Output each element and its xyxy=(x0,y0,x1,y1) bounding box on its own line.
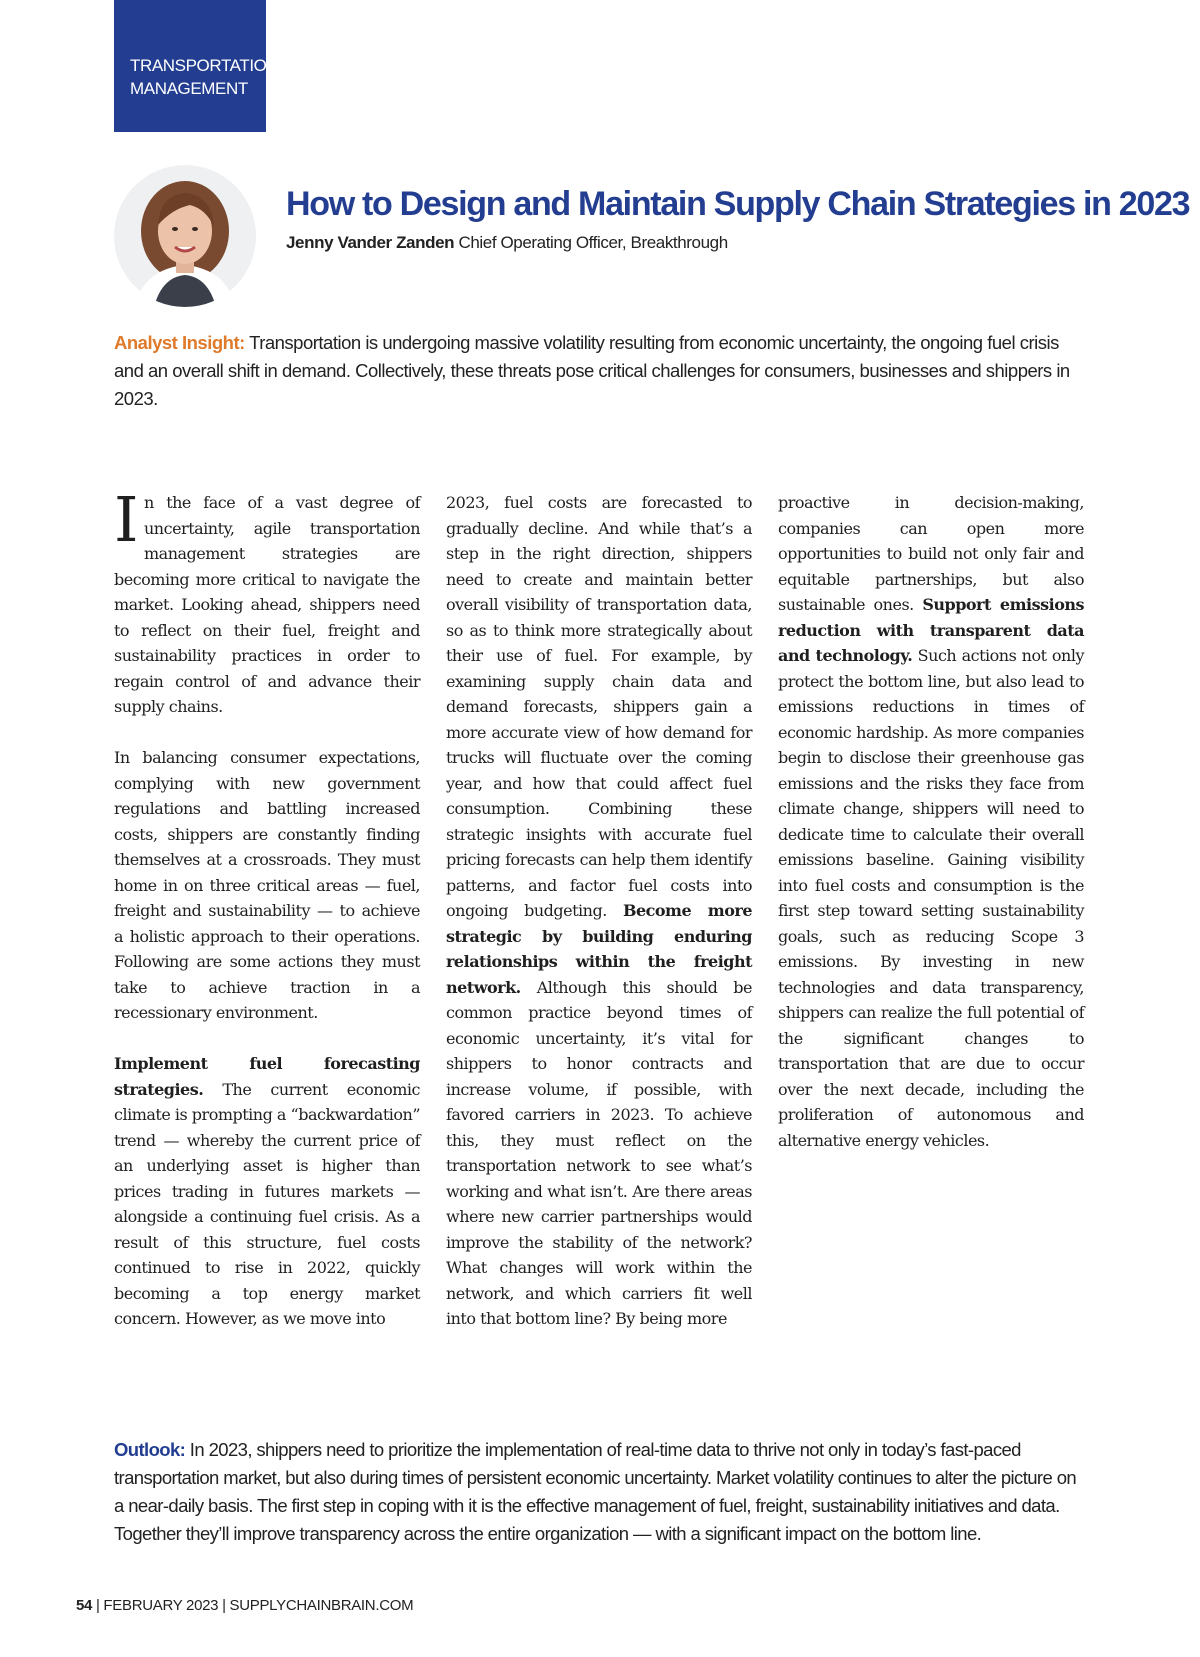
subhead-fuel-forecasting: Implement fuel forecasting strategies. xyxy=(114,1054,420,1099)
outlook xyxy=(114,1436,1086,1548)
section-label-line1: TRANSPORTATION xyxy=(130,56,279,75)
body-paragraph-4-text: Although this should be common practice beyond times of economic uncertainty, it’s vital for shippers to honor contracts and increase volume, if possible, with favored carriers in 2023. To achieve this, they must reflect on the transportation network to see what’s working and what isn’t. Are there areas where new carrier partnerships would improve the stability of the network? What changes will work within the network, and which carriers fit well into that bottom line? By being more xyxy=(446,977,752,1328)
body-paragraph-1-text: n the face of a vast degree of uncertainty, agile transportation management strategies are becoming more critical to navigate the market. Looking ahead, shippers need to reflect on their fuel, freight and sustainability practices in order to regain control of and advance their supply chains. xyxy=(114,493,420,716)
outlook-label: Outlook: xyxy=(114,1439,186,1460)
body-paragraph-4 xyxy=(446,490,752,1332)
drop-cap: I xyxy=(114,483,138,556)
body-continuation: proactive in decision-making, companies can open more opportunities to build not only fair and equitable partnerships, but also sustainable ones. xyxy=(778,493,1084,614)
outlook-text: In 2023, shippers need to prioritize the implementation of real-time data to thrive not only in today’s fast-paced transportation market, but also during times of persistent economic uncertainty. Market volatility continues to alter the picture on a near-daily basis. The first step in coping with it is the effective management of fuel, freight, sustainability initiatives and data. Together they’ll improve transparency across the entire organization — with a significant impact on the bottom line. xyxy=(114,1439,1077,1544)
page-footer xyxy=(76,1596,413,1616)
subhead-emissions-reduction: Support emissions reduction with transparent data and technology. xyxy=(778,595,1085,665)
subhead-freight-relationships: Become more strategic by building enduring relationships within the freight network. xyxy=(446,901,752,997)
body-paragraph-1 xyxy=(114,483,420,720)
body-paragraph-3-text: The current economic climate is prompting a “backwardation” trend — whereby the current price of an underlying asset is higher than prices trading in futures markets — alongside a continuing fuel crisis. As a result of this structure, fuel costs continued to rise in 2022, quickly becoming a top energy market concern. However, as we move into xyxy=(114,1079,420,1328)
body-paragraph-5-text: Such actions not only protect the bottom line, but also lead to emissions reductions in times of economic hardship. As more companies begin to disclose their greenhouse gas emissions and the risks they face from climate change, shippers will need to dedicate time to calculate their overall emissions baseline. Gaining visibility into fuel costs and consumption is the first step toward setting sustainability goals, such as reducing Scope 3 emissions. By investing in new technologies and data transparency, shippers can realize the full potential of the significant changes to transportation that are due to occur over the next decade, including the proliferation of autonomous and alternative energy vehicles. xyxy=(778,646,1084,1150)
article-column-1 xyxy=(114,483,420,1332)
article-title: How to Design and Maintain Supply Chain Strategies in 2023 xyxy=(286,185,1190,223)
article-column-3 xyxy=(778,490,1084,1153)
section-tab xyxy=(114,0,279,132)
page-number: 54 xyxy=(76,1597,93,1614)
analyst-insight-label: Analyst Insight: xyxy=(114,332,245,353)
body-continuation: 2023, fuel costs are forecasted to gradually decline. And while that’s a step in the right direction, shippers need to create and maintain better overall visibility of transportation data, so as to think more strategically about their use of fuel. For example, by examining supply chain data and demand forecasts, shippers gain a more accurate view of how demand for trucks will fluctuate over the coming year, and how that could affect fuel consumption. Combining these strategic insights with accurate fuel pricing forecasts can help them identify patterns, and factor fuel costs into ongoing budgeting. xyxy=(446,493,752,920)
byline xyxy=(286,232,728,254)
article-column-2 xyxy=(446,490,752,1332)
author-portrait xyxy=(114,165,256,307)
author-title: Chief Operating Officer, Breakthrough xyxy=(458,233,728,252)
analyst-insight xyxy=(114,329,1086,413)
body-paragraph-5 xyxy=(778,490,1084,1153)
author-name: Jenny Vander Zanden xyxy=(286,233,455,252)
body-paragraph-3 xyxy=(114,1051,420,1332)
section-label-line2: MANAGEMENT xyxy=(130,79,248,98)
body-paragraph-2: In balancing consumer expectations, complying with new government regulations and battling increased costs, shippers are constantly finding themselves at a crossroads. They must home in on three critical areas — fuel, freight and sustainability — to achieve a holistic approach to their operations. Following are some actions they must take to achieve traction in a recessionary environment. xyxy=(114,748,420,1022)
analyst-insight-text: Transportation is undergoing massive volatility resulting from economic uncertainty, the ongoing fuel crisis and an overall shift in demand. Collectively, these threats pose critical challenges for consumers, businesses and shippers in 2023. xyxy=(114,332,1070,409)
issue-info: | FEBRUARY 2023 | SUPPLYCHAINBRAIN.COM xyxy=(95,1597,414,1614)
